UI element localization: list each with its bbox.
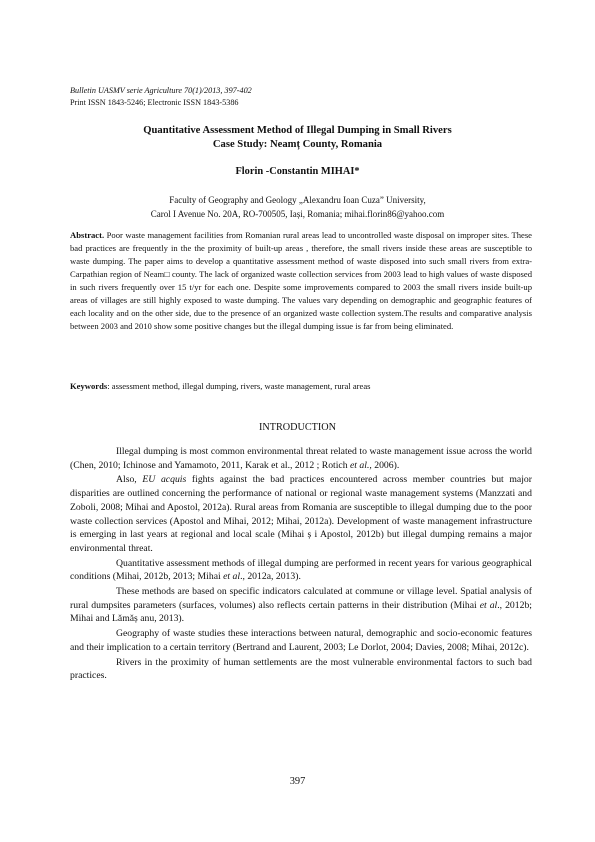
paragraph-4 [70,585,532,626]
paragraph-5: Geography of waste studies these interactions between natural, demographic and socio-economic features and their implication to a certain territory (Bertrand and Laurent, 2003; Le Dorlot, 2004; Davies, 2008; Mihai, 2012c). [70,628,532,653]
paragraph-3 [70,557,532,584]
paragraph-italic: et al [223,571,241,583]
journal-header [70,85,252,109]
paragraph-2 [70,473,532,555]
abstract-label: Abstract. [70,230,105,240]
paragraph-text: Also, [116,474,143,486]
paragraph-italic: et al [479,599,498,611]
paragraph-text: 2006). [371,459,400,471]
affiliation-line-1: Faculty of Geography and Geology „Alexandru Ioan Cuza” University, [169,195,426,205]
title-line-1: Quantitative Assessment Method of Illegal Dumping in Small Rivers [143,125,452,136]
author-affiliation [60,193,535,221]
title-line-2: Case Study: Neamț County, Romania [212,139,383,150]
journal-citation: Bulletin UASMV serie Agriculture 70(1)/2013, 397-402 [70,86,252,95]
paragraph-text: fights against the bad practices encountered across member countries but major disparities are outlined concerning the performance of national or regional waste management systems (Manzzati and Zoboli, 2008; Mihai and Apostol, 2012a). Rural areas from Romania are susceptible to illegal dumping due to the poor waste collection services (Apostol and Mihai, 2012; Mihai, 2012a). Development of waste management infrastructure is emerging in last years at regional and local scale (Mihai ș i Apostol, 2012b) but illegal dumping remains a major environmental threat. [70,474,532,554]
abstract [70,229,532,333]
introduction-body [70,445,532,684]
paper-title [60,124,535,152]
section-heading-introduction: INTRODUCTION [259,422,336,433]
paragraph-text: ., 2012a, 2013). [240,571,301,583]
paragraph-text: ., 2012b; Mihai and Lămăș anu, 2013). [70,599,532,625]
paragraph-6: Rivers in the proximity of human settlements are the most vulnerable environmental factors to such bad practices. [70,656,532,682]
paragraph-text: Illegal dumping is most common environmental threat related to waste management issue across the world (Chen, 2010; Ichinose and Yamamoto, 2011, Karak et al., 2012 ; Rotich [70,446,532,471]
keywords-label: Keywords [70,381,108,391]
paragraph-italic: et al., [350,459,372,471]
abstract-text: Poor waste management facilities from Romanian rural areas lead to uncontrolled waste disposal on improper sites. These bad practices are frequently in the the proximity of built-up areas , therefore, the small rivers inside these areas are susceptible to waste dumping. The paper aims to develop a quantitative assessment method of waste disposed into such small rivers from extra-Carpathian region of Neam□ county. The lack of organized waste collection services from 2003 lead to high values of waste disposed in such rivers frequently over 15 t/yr for each one. Despite some improvements compared to 2003 the small rivers inside built-up areas of villages are still highly exposed to waste dumping. The values vary depending on demographic and geographic features of each locality and on the other side, due to the presence of an organized waste collection system.The results and comparative analysis between 2003 and 2010 show some positive changes but the illegal dumping issue is far from being eliminated. [70,230,532,331]
paragraph-text: These methods are based on specific indicators calculated at commune or village level. Spatial analysis of rural dumpsites parameters (surfaces, volumes) also reflects certain patterns in their distribution (Mihai [70,586,532,611]
journal-issn: Print ISSN 1843-5246; Electronic ISSN 1843-5386 [70,98,239,107]
paragraph-text: Quantitative assessment methods of illegal dumping are performed in recent years for various geographical conditions (Mihai, 2012b, 2013; Mihai [70,557,532,583]
paragraph-1 [70,445,532,472]
page-number: 397 [289,776,306,787]
keywords [70,380,532,393]
affiliation-line-2: Carol I Avenue No. 20A, RO-700505, Iași, Romania; mihai.florin86@yahoo.com [150,209,445,219]
keywords-text: : assessment method, illegal dumping, rivers, waste management, rural areas [107,381,371,391]
author-name: Florin -Constantin MIHAI* [235,166,360,177]
paragraph-italic: EU acquis [142,474,187,486]
